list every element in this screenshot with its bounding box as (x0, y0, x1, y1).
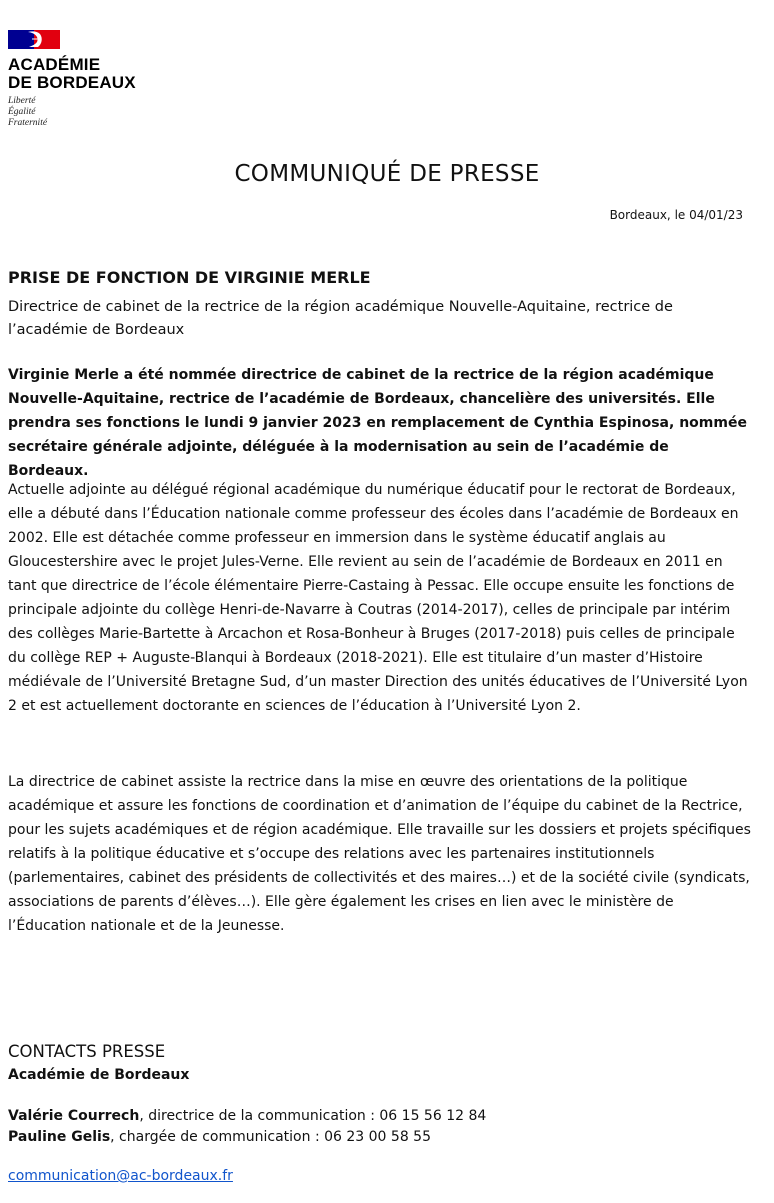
academie-logo (8, 30, 136, 129)
logo-title (8, 56, 136, 92)
motto-liberte: Liberté (8, 96, 36, 106)
contact-email-link[interactable]: communication@ac-bordeaux.fr (8, 1168, 233, 1184)
role-paragraph: La directrice de cabinet assiste la rectrice dans la mise en œuvre des orientations de la politique académique et assure les fonctions de coordination et d’animation de l’équipe du cabinet de la Rectrice, pour les sujets académiques et de région académique. Elle travaille sur les dossiers et projets spécifiques relatifs à la politique éducative et s’occupe des relations avec les partenaires institutionnels (parlementaires, cabinet des présidents de collectivités et des maires…) et de la société civile (syndicats, associations de parents d’élèves…). Elle gère également les crises en lien avec le ministère de l’Éducation nationale et de la Jeunesse. (8, 774, 751, 934)
document-date: Bordeaux, le 04/01/23 (609, 208, 743, 222)
motto-egalite: Égalité (8, 107, 36, 117)
page-title: COMMUNIQUÉ DE PRESSE (234, 161, 540, 187)
subtitle: Directrice de cabinet de la rectrice de la région académique Nouvelle-Aquitaine, rectrice de l’académie de Bordeaux (8, 299, 673, 338)
contact-item (8, 1129, 753, 1145)
contact-role: , chargée de communication : 06 23 00 58 55 (110, 1129, 431, 1145)
motto-fraternite: Fraternité (8, 118, 48, 128)
contacts-organization: Académie de Bordeaux (8, 1067, 190, 1083)
contact-name: Pauline Gelis (8, 1129, 111, 1145)
headline: PRISE DE FONCTION DE VIRGINIE MERLE (8, 268, 371, 287)
republic-motto (8, 96, 136, 129)
logo-line-2: DE BORDEAUX (8, 73, 136, 92)
logo-line-1: ACADÉMIE (8, 55, 101, 74)
marianne-flag-icon (8, 30, 60, 49)
biography-paragraph: Actuelle adjointe au délégué régional académique du numérique éducatif pour le rectorat de Bordeaux, elle a débuté dans l’Éducation nationale comme professeur des écoles dans l’académie de Bordeaux en 2002. Elle est détachée comme professeur en immersion dans le système éducatif anglais au Gloucestershire avec le projet Jules-Verne. Elle revient au sein de l’académie de Bordeaux en 2011 en tant que directrice de l’école élémentaire Pierre-Castaing à Pessac. Elle occupe ensuite les fonctions de principale adjointe du collège Henri-de-Navarre à Coutras (2014-2017), celles de principale par intérim des collèges Marie-Bartette à Arcachon et Rosa-Bonheur à Bruges (2017-2018) puis celles de principale du collège REP + Auguste-Blanqui à Bordeaux (2018-2021). Elle est titulaire d’un master d’Histoire médiévale de l’Université Bretagne Sud, d’un master Direction des unités éducatives de l’Université Lyon 2 et est actuellement doctorante en sciences de l’éducation à l’Université Lyon 2. (8, 482, 748, 714)
contact-role: , directrice de la communication : 06 15 56 12 84 (139, 1108, 487, 1124)
contacts-title: CONTACTS PRESSE (8, 1042, 166, 1061)
contact-name: Valérie Courrech (8, 1108, 140, 1124)
contact-item (8, 1108, 753, 1124)
lead-paragraph: Virginie Merle a été nommée directrice de cabinet de la rectrice de la région académique Nouvelle-Aquitaine, rectrice de l’académie de Bordeaux, chancelière des universités. Elle prendra ses fonctions le lundi 9 janvier 2023 en remplacement de Cynthia Espinosa, nommée secrétaire générale adjointe, déléguée à la modernisation au sein de l’académie de Bordeaux. (8, 367, 747, 479)
